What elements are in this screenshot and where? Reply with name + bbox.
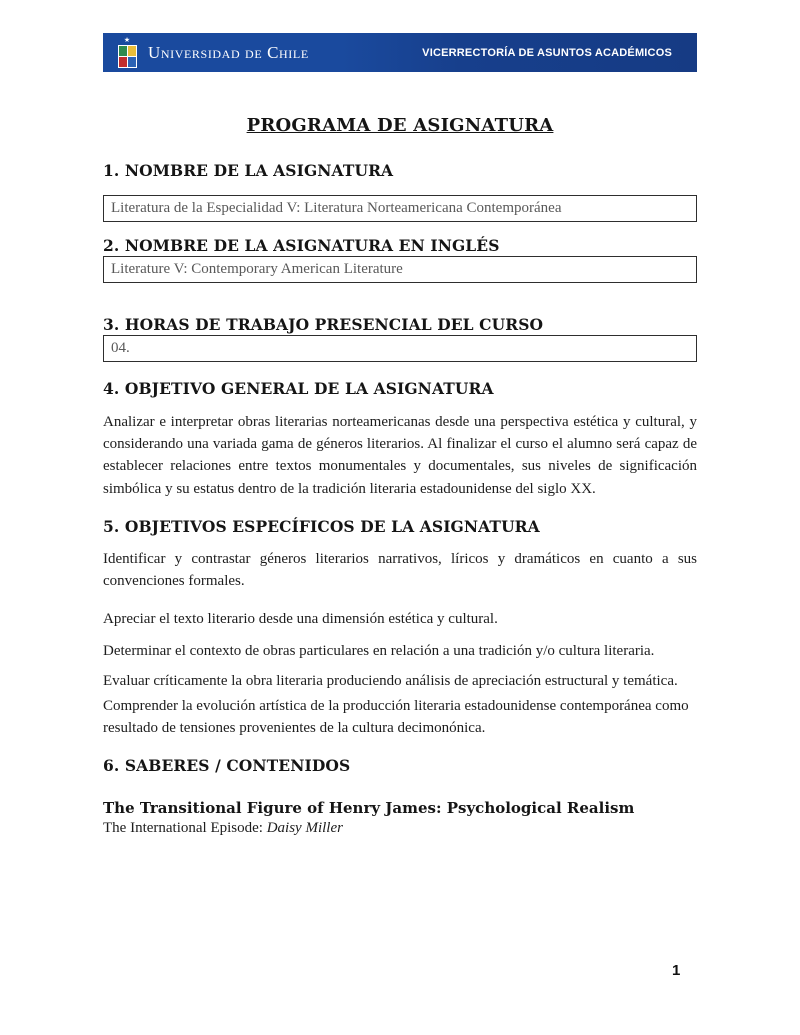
page-title: PROGRAMA DE ASIGNATURA — [246, 115, 554, 136]
header-bar — [103, 33, 697, 72]
field-box-course-name: Literatura de la Especialidad V: Literatura Norteamericana Contemporánea — [103, 195, 697, 222]
specific-objective-paragraph: Comprender la evolución artística de la producción literaria estadounidense contemporánea como resultado de tensiones provenientes de la cultura decimonónica. — [103, 698, 689, 736]
section-1-heading: 1. NOMBRE DE LA ASIGNATURA — [103, 161, 394, 180]
unit-subtitle — [103, 818, 697, 838]
field-box-course-hours: 04. — [103, 335, 697, 362]
university-name: Universidad de Chile — [148, 42, 309, 62]
section-5-heading: 5. OBJETIVOS ESPECÍFICOS DE LA ASIGNATURA — [103, 516, 540, 536]
unit-subtitle-prefix: The International Episode: — [103, 820, 267, 837]
star-icon: ★ — [123, 36, 131, 44]
specific-objective-paragraph: Evaluar críticamente la obra literaria produciendo análisis de apreciación estructural y temática. — [103, 672, 678, 689]
section-4-heading: 4. OBJETIVO GENERAL DE LA ASIGNATURA — [103, 379, 494, 398]
page-number: 1 — [672, 962, 681, 979]
unit-subtitle-work-title: Daisy Miller — [266, 820, 343, 837]
section-2-heading: 2. NOMBRE DE LA ASIGNATURA EN INGLÉS — [103, 236, 500, 255]
university-shield-icon — [118, 45, 137, 68]
section-6-heading: 6. SABERES / CONTENIDOS — [103, 756, 351, 776]
unit-title: The Transitional Figure of Henry James: Psychological Realism — [103, 799, 635, 818]
specific-objective-paragraph: Apreciar el texto literario desde una dimensión estética y cultural. — [103, 611, 498, 628]
university-logo — [116, 37, 138, 68]
office-name: VICERRECTORÍA DE ASUNTOS ACADÉMICOS — [422, 46, 672, 59]
document-content — [0, 33, 800, 838]
section-3-heading: 3. HORAS DE TRABAJO PRESENCIAL DEL CURSO — [103, 315, 544, 334]
specific-objective-paragraph: Identificar y contrastar géneros literarios narrativos, líricos y dramáticos en cuanto a sus convenciones formales. — [103, 550, 697, 590]
general-objective-paragraph: Analizar e interpretar obras literarias norteamericanas desde una perspectiva estética y cultural, y considerando una variada gama de géneros literarios. Al finalizar el curso el alumno será capaz de establecer relaciones entre textos monumentales y documentales, sus niveles de significación simbólica y su estatus dentro de la tradición literaria estadounidense del siglo XX. — [103, 414, 697, 497]
field-box-course-name-english: Literature V: Contemporary American Literature — [103, 256, 697, 283]
specific-objective-paragraph: Determinar el contexto de obras particulares en relación a una tradición y/o cultura literaria. — [103, 643, 655, 660]
